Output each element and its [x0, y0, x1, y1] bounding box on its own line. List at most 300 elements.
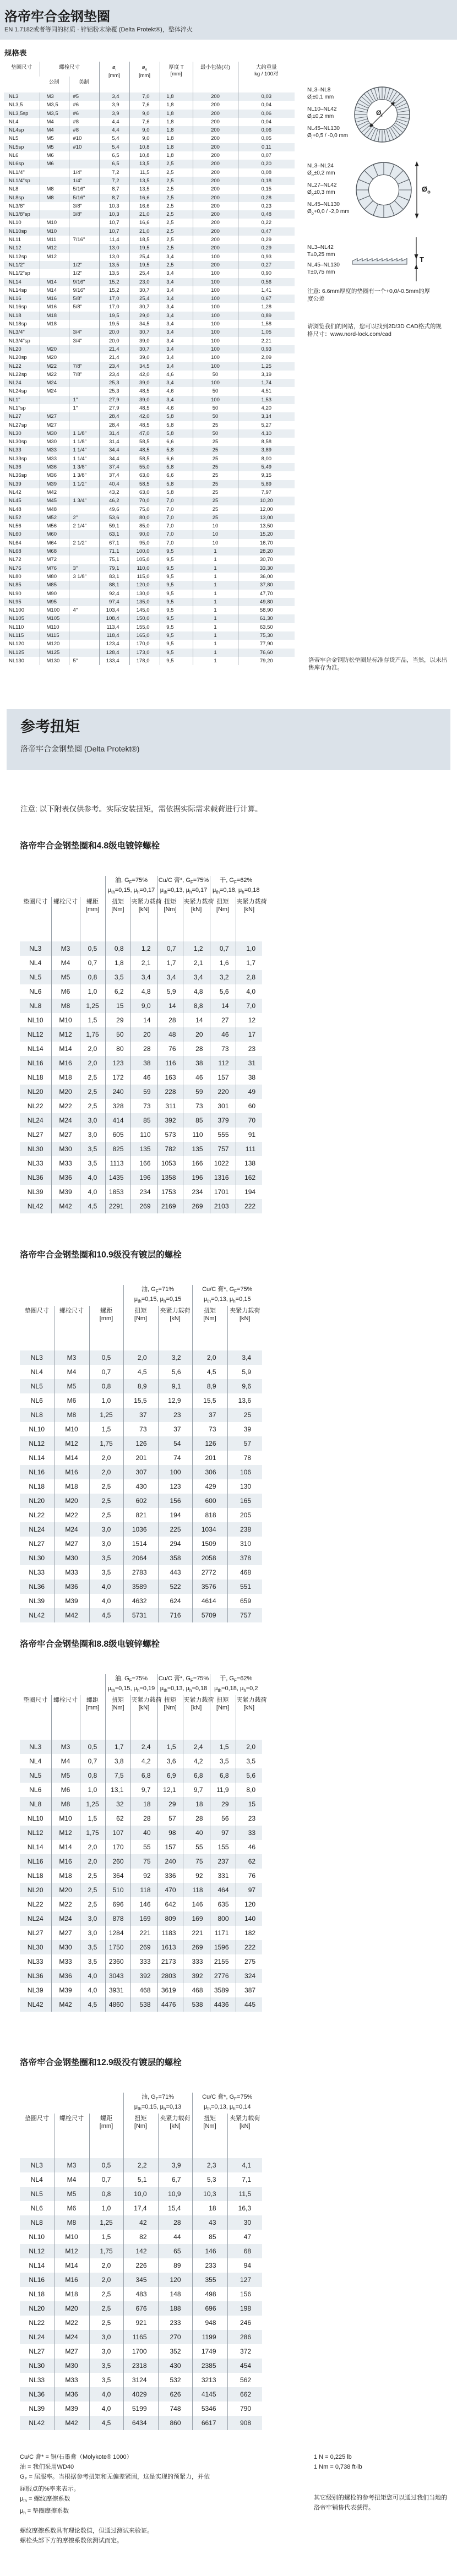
cell: 6617	[192, 2416, 227, 2430]
cell: 83,1	[99, 573, 129, 581]
cell: 1/2"	[69, 261, 99, 269]
cell: NL6	[30, 1397, 43, 1405]
cell: 100	[193, 320, 238, 328]
cell: 40,4	[99, 480, 129, 488]
cell: 392	[157, 1113, 183, 1128]
cell: NL5	[20, 1768, 51, 1783]
cell: 306	[192, 1465, 227, 1479]
cell	[69, 244, 99, 252]
cell: NL30	[20, 1940, 51, 1954]
cell: 27,9	[99, 396, 129, 404]
cell: NL14	[27, 1045, 43, 1053]
cell: NL12	[20, 1436, 54, 1451]
cell: 10,7	[99, 219, 129, 227]
cell: M16	[40, 295, 69, 303]
cell: 3,5	[210, 1754, 236, 1768]
cell: #10	[69, 143, 99, 151]
cell: 50	[193, 387, 238, 395]
cell: 9,5	[160, 555, 193, 564]
cell: NL45	[4, 497, 40, 505]
cell: 429	[192, 1479, 227, 1494]
cell: 1/4"	[69, 177, 99, 185]
cell: 146	[183, 1897, 210, 1911]
cell: 80,0	[129, 514, 160, 522]
cell: #6	[69, 101, 99, 109]
inner-diameter-tolerances	[307, 87, 348, 145]
clamp-unit: [kN]	[170, 1315, 181, 1322]
cell: 9,5	[160, 590, 193, 598]
cell: 2,5	[89, 2287, 123, 2301]
cell: NL60	[4, 530, 40, 538]
cell: 311	[157, 1099, 183, 1113]
cell: M24	[54, 1522, 89, 1537]
cell: 166	[130, 1156, 157, 1170]
cell: 110,0	[129, 564, 160, 573]
cell: 116	[157, 1056, 183, 1070]
cell: 1753	[157, 1185, 183, 1199]
cell: 10	[193, 522, 238, 530]
cell: M10	[54, 1422, 89, 1436]
cell: M130	[40, 657, 69, 665]
footnotes-definitions	[20, 2452, 213, 2519]
cell: 2,0	[89, 2273, 123, 2287]
cell: 48,5	[129, 446, 160, 454]
cell: 76,60	[238, 649, 295, 657]
condition-group-dry	[210, 1674, 262, 1695]
cell: 4,0	[89, 2387, 123, 2401]
cell: 68	[227, 2244, 262, 2258]
cell: 1,6	[210, 956, 236, 970]
cell: 55	[183, 1840, 210, 1854]
cell: NL12	[20, 1826, 51, 1840]
table-row	[4, 606, 295, 614]
cell: 624	[158, 1594, 192, 1608]
cell: 30,7	[129, 286, 160, 295]
cell: 921	[123, 2316, 158, 2330]
col-header-torque	[192, 2114, 227, 2158]
cell: M12	[40, 244, 69, 252]
cell: NL39	[4, 480, 40, 488]
cell: 1435	[105, 1170, 130, 1185]
cell: 43	[192, 2215, 227, 2230]
cell: M42	[54, 2416, 89, 2430]
cell: 2,5	[160, 185, 193, 193]
cell: 37,4	[99, 471, 129, 480]
table-row	[20, 2373, 262, 2387]
cell: 358	[158, 1551, 192, 1565]
cell: 2,5	[160, 160, 193, 168]
cell	[40, 177, 69, 185]
condition-group-dry	[210, 876, 262, 897]
table-row	[4, 387, 295, 395]
cell: 269	[130, 1199, 157, 1213]
col-header-clamp-load	[183, 1695, 214, 1740]
tolerance-item	[307, 182, 350, 198]
cell: 34,5	[129, 362, 160, 371]
table-row	[4, 590, 295, 598]
cell: 2,0	[80, 1840, 105, 1854]
cell: 4,20	[238, 404, 295, 412]
spec-table-heading: 规格表	[4, 49, 27, 57]
cell: 286	[227, 2330, 262, 2344]
cell: 10,20	[238, 497, 295, 505]
cell: 194	[236, 1185, 262, 1199]
cell: 3,4	[160, 312, 193, 320]
cell: 1,5	[80, 1811, 105, 1826]
table-row	[4, 177, 295, 185]
cell: 92	[130, 1869, 157, 1883]
cell: 8,0	[236, 1783, 262, 1797]
cell: 1509	[192, 1537, 227, 1551]
cell: 0,7	[157, 941, 183, 956]
cell: 10,0	[123, 2187, 158, 2201]
col-header-bolt-size: 螺栓尺寸	[40, 62, 99, 77]
cell: NL125	[4, 649, 40, 657]
cell: 111	[236, 1142, 262, 1156]
cell: 4,0	[80, 1170, 105, 1185]
cell: 352	[158, 2344, 192, 2359]
table-row	[20, 1926, 262, 1940]
cell: 15	[236, 1797, 262, 1811]
cell: 205	[227, 1508, 262, 1522]
cell: NL5	[9, 135, 19, 142]
cell: 97	[210, 1826, 236, 1840]
cell: NL5	[20, 2187, 54, 2201]
cell: 3,5	[89, 2359, 123, 2373]
cell: M14	[54, 2258, 89, 2273]
table-row	[20, 970, 262, 984]
cell: NL12	[4, 244, 40, 252]
cell: 16,6	[129, 219, 160, 227]
cell: 1,5	[89, 1422, 123, 1436]
cell: M30	[54, 2359, 89, 2373]
cell: NL90	[9, 590, 21, 597]
cell: 430	[123, 1479, 158, 1494]
cell: NL8sp	[4, 194, 40, 202]
tolerance-item	[307, 244, 340, 258]
table-row	[4, 269, 295, 277]
cell: 25	[193, 497, 238, 505]
table-row	[20, 1997, 262, 2012]
cell: 6,6	[160, 438, 193, 446]
cell: 112	[210, 1056, 236, 1070]
footnote-line: 1 Nm = 0,738 ft-lb	[314, 2464, 362, 2470]
cell: 0,23	[238, 202, 295, 210]
cell: 878	[105, 1911, 130, 1926]
cell: 3,5	[236, 1754, 262, 1768]
cell: 0,93	[238, 253, 295, 261]
cell: 1,41	[238, 286, 295, 295]
cell: 1/4"	[69, 168, 99, 177]
cell: 88,1	[99, 581, 129, 589]
cell: 169	[130, 1911, 157, 1926]
cell: M4	[40, 118, 69, 126]
cell: M20	[51, 1883, 80, 1897]
cell: M52	[40, 514, 69, 522]
cell: 5/8"	[69, 295, 99, 303]
cell: 1 1/2"	[69, 480, 99, 488]
cell: 92,4	[99, 590, 129, 598]
torque-table-body	[20, 1350, 262, 1622]
cell: 57	[227, 1436, 262, 1451]
cell: 17,4	[123, 2201, 158, 2215]
cell: NL1"	[4, 396, 40, 404]
cell: M110	[40, 623, 69, 631]
table-row	[20, 2244, 262, 2258]
torque-label: 扭矩	[134, 1308, 147, 1315]
table-row	[4, 261, 295, 269]
footnotes-friction-notes	[20, 2526, 218, 2546]
cell	[69, 598, 99, 606]
cell: 100	[193, 345, 238, 353]
cell: NL30	[20, 2359, 54, 2373]
cell: 626	[158, 2387, 192, 2401]
cell: 3,4	[160, 253, 193, 261]
cell: 6,6	[160, 471, 193, 480]
cell: 2"	[69, 514, 99, 522]
cell: M8	[54, 1408, 89, 1422]
cell: 123,4	[99, 640, 129, 648]
cell: NL10	[29, 1425, 45, 1434]
cell: 150,0	[129, 614, 160, 623]
cell: M20	[54, 2301, 89, 2316]
group-friction: $\mu_{th}=0,13$, $\mu_h=0,18$	[160, 1685, 208, 1693]
cell: NL42	[20, 1997, 51, 2012]
cell: 498	[192, 2287, 227, 2301]
cell	[69, 505, 99, 514]
table-row	[20, 1508, 262, 1522]
cell	[40, 210, 69, 219]
cell: 16,6	[129, 202, 160, 210]
cell: 379	[210, 1113, 236, 1128]
table-row	[4, 547, 295, 555]
cell: NL14	[29, 2262, 45, 2270]
cell: 1036	[123, 1522, 158, 1537]
cell: 538	[183, 1997, 210, 2012]
table-row	[20, 2316, 262, 2330]
cell: 13,5	[129, 185, 160, 193]
cell: NL20	[20, 1883, 51, 1897]
cell: 1034	[192, 1522, 227, 1537]
cell: 78	[227, 1451, 262, 1465]
cell: #10	[69, 134, 99, 143]
group-name: 干, $G_F=62\%$	[220, 877, 253, 885]
cell: 3043	[105, 1969, 130, 1983]
cell: 5,8	[160, 412, 193, 421]
cell: 200	[193, 194, 238, 202]
cell: 200	[193, 244, 238, 252]
cell: 510	[105, 1883, 130, 1897]
cell: 1	[193, 649, 238, 657]
cell: M27	[40, 421, 69, 429]
cell: M33	[40, 446, 69, 454]
cell: 716	[158, 1608, 192, 1622]
cell: 11,5	[227, 2187, 262, 2201]
cell: M3	[54, 1350, 89, 1365]
cell: M90	[40, 590, 69, 598]
cell: 0,15	[238, 185, 295, 193]
cell: 196	[130, 1170, 157, 1185]
cell: 3,4	[160, 303, 193, 311]
cell: 0,03	[238, 92, 295, 101]
cell: 100	[193, 396, 238, 404]
table-row	[4, 455, 295, 463]
cell: 3,89	[238, 446, 295, 454]
cell: 9,5	[160, 631, 193, 640]
cell: 25,4	[129, 269, 160, 277]
cell: 12,00	[238, 505, 295, 514]
cell: M4	[54, 2172, 89, 2187]
cell: 1	[193, 640, 238, 648]
cell: NL8	[20, 2215, 54, 2230]
cell: 2 1/2"	[69, 539, 99, 547]
col-header-clamp-load	[236, 1695, 267, 1740]
cell: 328	[105, 1099, 130, 1113]
cell: 5,89	[238, 480, 295, 488]
cell: M27	[51, 1926, 80, 1940]
cell: 126	[123, 1436, 158, 1451]
cell: 1,2	[183, 941, 210, 956]
condition-group-paste	[157, 876, 210, 897]
cell: 38	[183, 1056, 210, 1070]
cell: 142	[123, 2244, 158, 2258]
table-row	[20, 1042, 262, 1056]
cell: 29	[157, 1797, 183, 1811]
cell: 1,75	[89, 2244, 123, 2258]
cell: NL30	[20, 1142, 51, 1156]
cell: NL52	[4, 514, 40, 522]
cell: 1165	[123, 2330, 158, 2344]
cell: 9,5	[160, 657, 193, 665]
cell: NL6	[29, 988, 42, 996]
cell: 605	[105, 1128, 130, 1142]
table-row	[20, 1199, 262, 1213]
cell: M24	[40, 387, 69, 395]
table-row	[20, 1436, 262, 1451]
table-row	[4, 110, 295, 118]
cell: 7,0	[236, 999, 262, 1013]
table-row	[20, 2359, 262, 2373]
cell: 2064	[123, 1551, 158, 1565]
cell: M24	[54, 2330, 89, 2344]
torque-unit: [Nm]	[111, 1704, 124, 1712]
cell: 3,0	[89, 1537, 123, 1551]
cell: 9,5	[160, 598, 193, 606]
table-row	[20, 1768, 262, 1783]
cell: M14	[51, 1042, 80, 1056]
cell: NL27	[27, 1929, 43, 1937]
footnote-line: $G_F$ = 屈服率。当根据参考扭矩和无偏差紧固，这是实现的预紧力，并依屈服点的%率来表示。	[20, 2474, 210, 2493]
cell: 58,90	[238, 606, 295, 614]
cell: 0,67	[238, 295, 295, 303]
cell: 25,3	[99, 387, 129, 395]
cell: NL3,5sp	[4, 110, 40, 118]
table-row	[20, 1811, 262, 1826]
cell: 3,4	[160, 337, 193, 345]
cell: NL12sp	[9, 253, 27, 260]
cell: M10	[40, 227, 69, 236]
table-row	[4, 598, 295, 606]
cell: M3	[51, 1740, 80, 1754]
cell: NL4sp	[4, 126, 40, 134]
table-row	[4, 379, 295, 387]
page-subtitle: EN 1.7182或者等同的材质 · 锌铝粉末涂覆 (Delta Protekt®)，整体淬火	[4, 26, 193, 33]
cell: 5"	[69, 657, 99, 665]
cell: 37	[192, 1408, 227, 1422]
cell: 11,4	[99, 236, 129, 244]
cell: 10,3	[99, 210, 129, 219]
cell: 1113	[105, 1156, 130, 1170]
cell: 21,4	[99, 345, 129, 353]
cell: NL33	[27, 1159, 43, 1168]
cell: 3213	[192, 2373, 227, 2387]
torque-table-body	[20, 1740, 262, 2012]
cell	[69, 623, 99, 631]
cell: 222	[236, 1199, 262, 1213]
cell: 3/4"	[69, 337, 99, 345]
cell: M12	[51, 1826, 80, 1840]
table-row	[20, 2158, 262, 2172]
cell: 1,8	[160, 143, 193, 151]
table-row	[20, 2258, 262, 2273]
cell: 7,2	[99, 177, 129, 185]
cell: 4,0	[80, 1983, 105, 1997]
cell: 3589	[123, 1580, 158, 1594]
cell: 1,0	[89, 2201, 123, 2215]
cell: 269	[183, 1199, 210, 1213]
table-row	[4, 396, 295, 404]
cell: 157	[157, 1840, 183, 1854]
cell: 825	[105, 1142, 130, 1156]
cell: 33	[236, 1826, 262, 1840]
cell: 100	[193, 253, 238, 261]
pitch-label: 螺距	[86, 898, 99, 906]
cell: 3,4	[160, 362, 193, 371]
cell: 1596	[210, 1940, 236, 1954]
cell: 659	[227, 1594, 262, 1608]
cell: 2318	[123, 2359, 158, 2373]
group-friction: $\mu_{th}=0,13$, $\mu_h=0,14$	[204, 2104, 251, 2112]
cell: 600	[192, 1494, 227, 1508]
table-row	[20, 1911, 262, 1926]
cell: 782	[157, 1142, 183, 1156]
cell: NL8	[9, 186, 19, 193]
cell: 3619	[157, 1983, 183, 1997]
cell: 4614	[192, 1594, 227, 1608]
cell: 1,5	[89, 2230, 123, 2244]
cell: 7/8"	[69, 362, 99, 371]
cell: M39	[54, 1594, 89, 1608]
cell: 28	[130, 1042, 157, 1056]
cell: 3,4	[99, 92, 129, 101]
cell: 4,2	[130, 1754, 157, 1768]
cell: 13,5	[129, 177, 160, 185]
cell: 85	[130, 1113, 157, 1128]
cell: 821	[123, 1508, 158, 1522]
cell: M16	[40, 303, 69, 311]
cell: M12	[54, 1436, 89, 1451]
cell: 21,0	[129, 227, 160, 236]
cell: 3,5	[89, 2373, 123, 2387]
cell: NL33sp	[9, 455, 27, 462]
cell: 4,5	[89, 2416, 123, 2430]
cell: 240	[157, 1854, 183, 1869]
cell: 200	[193, 160, 238, 168]
cell: M42	[51, 1997, 80, 2012]
cell: 1 3/8"	[69, 463, 99, 471]
cell: 9,7	[130, 1783, 157, 1797]
pitch-unit: [mm]	[99, 1315, 113, 1322]
